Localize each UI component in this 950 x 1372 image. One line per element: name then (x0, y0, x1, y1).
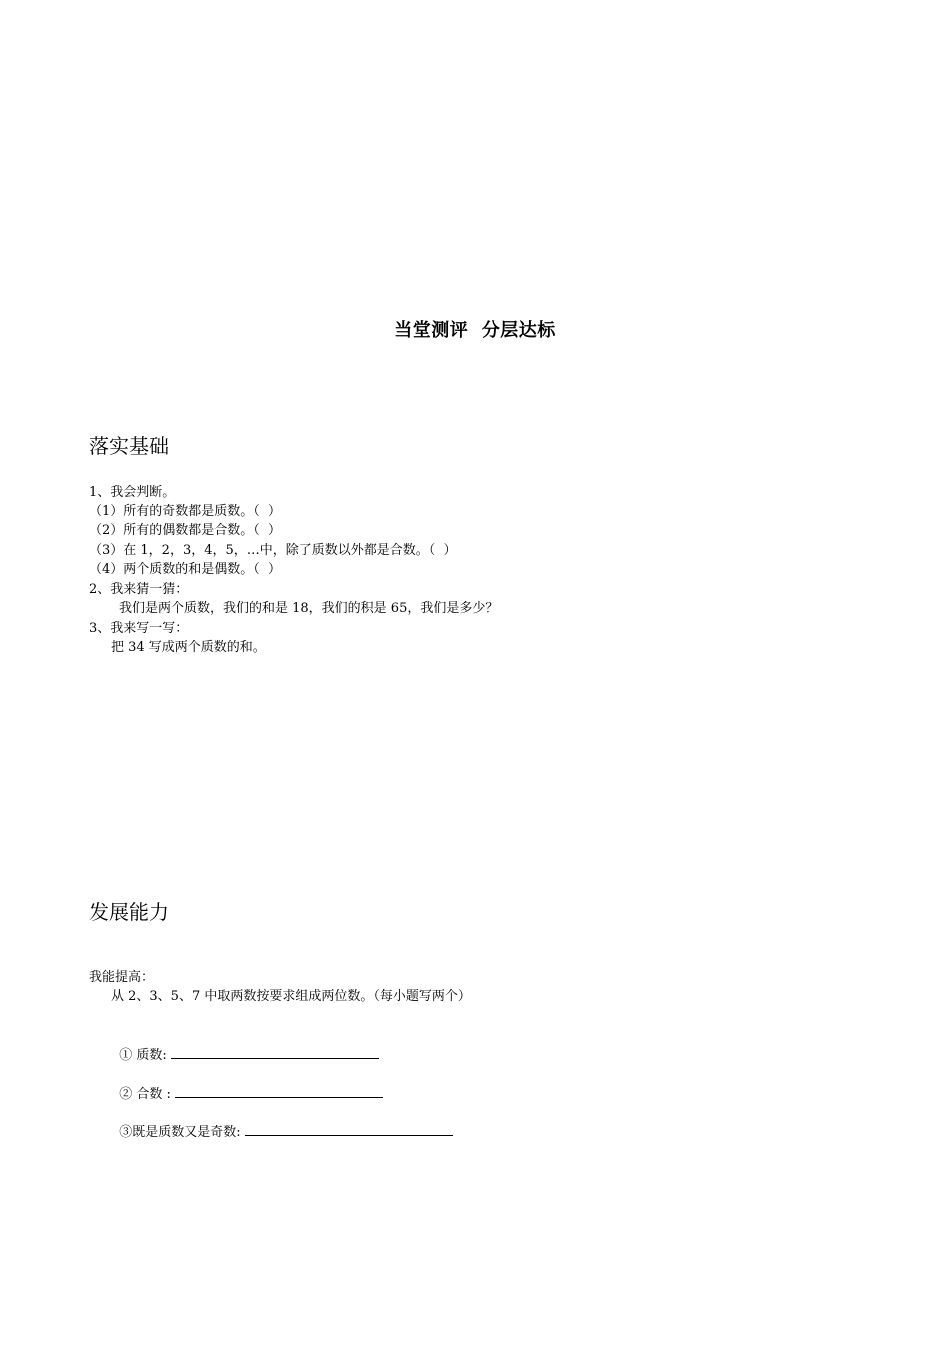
answer-blank-composite[interactable] (175, 1083, 383, 1098)
question-2-title: 2、我来猜一猜： (89, 582, 189, 597)
improve-intro: 我能提高： (89, 970, 155, 985)
answer-blank-prime-odd[interactable] (245, 1121, 453, 1136)
question-1-item-2: （2）所有的偶数都是合数。（ ） (89, 523, 282, 538)
question-3-title: 3、我来写一写： (89, 621, 189, 636)
question-1-title: 1、我会判断。 (89, 485, 176, 500)
answer-row-prime (111, 1025, 379, 1065)
improve-task: 从 2、3、5、7 中取两数按要求组成两位数。（每小题写两个） (111, 989, 471, 1004)
question-1-item-1: （1）所有的奇数都是质数。（ ） (89, 504, 282, 519)
question-1-item-3: （3）在 1，2，3，4，5，…中，除了质数以外都是合数。（ ） (89, 543, 457, 558)
question-2-text: 我们是两个质数，我们的和是 18，我们的积是 65，我们是多少？ (119, 601, 499, 616)
section-heading-development: 发展能力 (89, 900, 169, 924)
answer-blank-prime[interactable] (171, 1044, 379, 1059)
answer-label-prime-odd: ③既是质数又是奇数: (119, 1125, 241, 1140)
answer-row-prime-odd (111, 1102, 453, 1142)
question-3-text: 把 34 写成两个质数的和。 (111, 640, 266, 655)
question-1-item-4: （4）两个质数的和是偶数。（ ） (89, 562, 282, 577)
answer-label-prime: ① 质数: (119, 1048, 167, 1063)
page-title: 当堂测评 分层达标 (394, 320, 556, 341)
section-heading-foundation: 落实基础 (89, 434, 169, 458)
answer-label-composite: ② 合数 : (119, 1087, 171, 1102)
answer-row-composite (111, 1064, 383, 1104)
